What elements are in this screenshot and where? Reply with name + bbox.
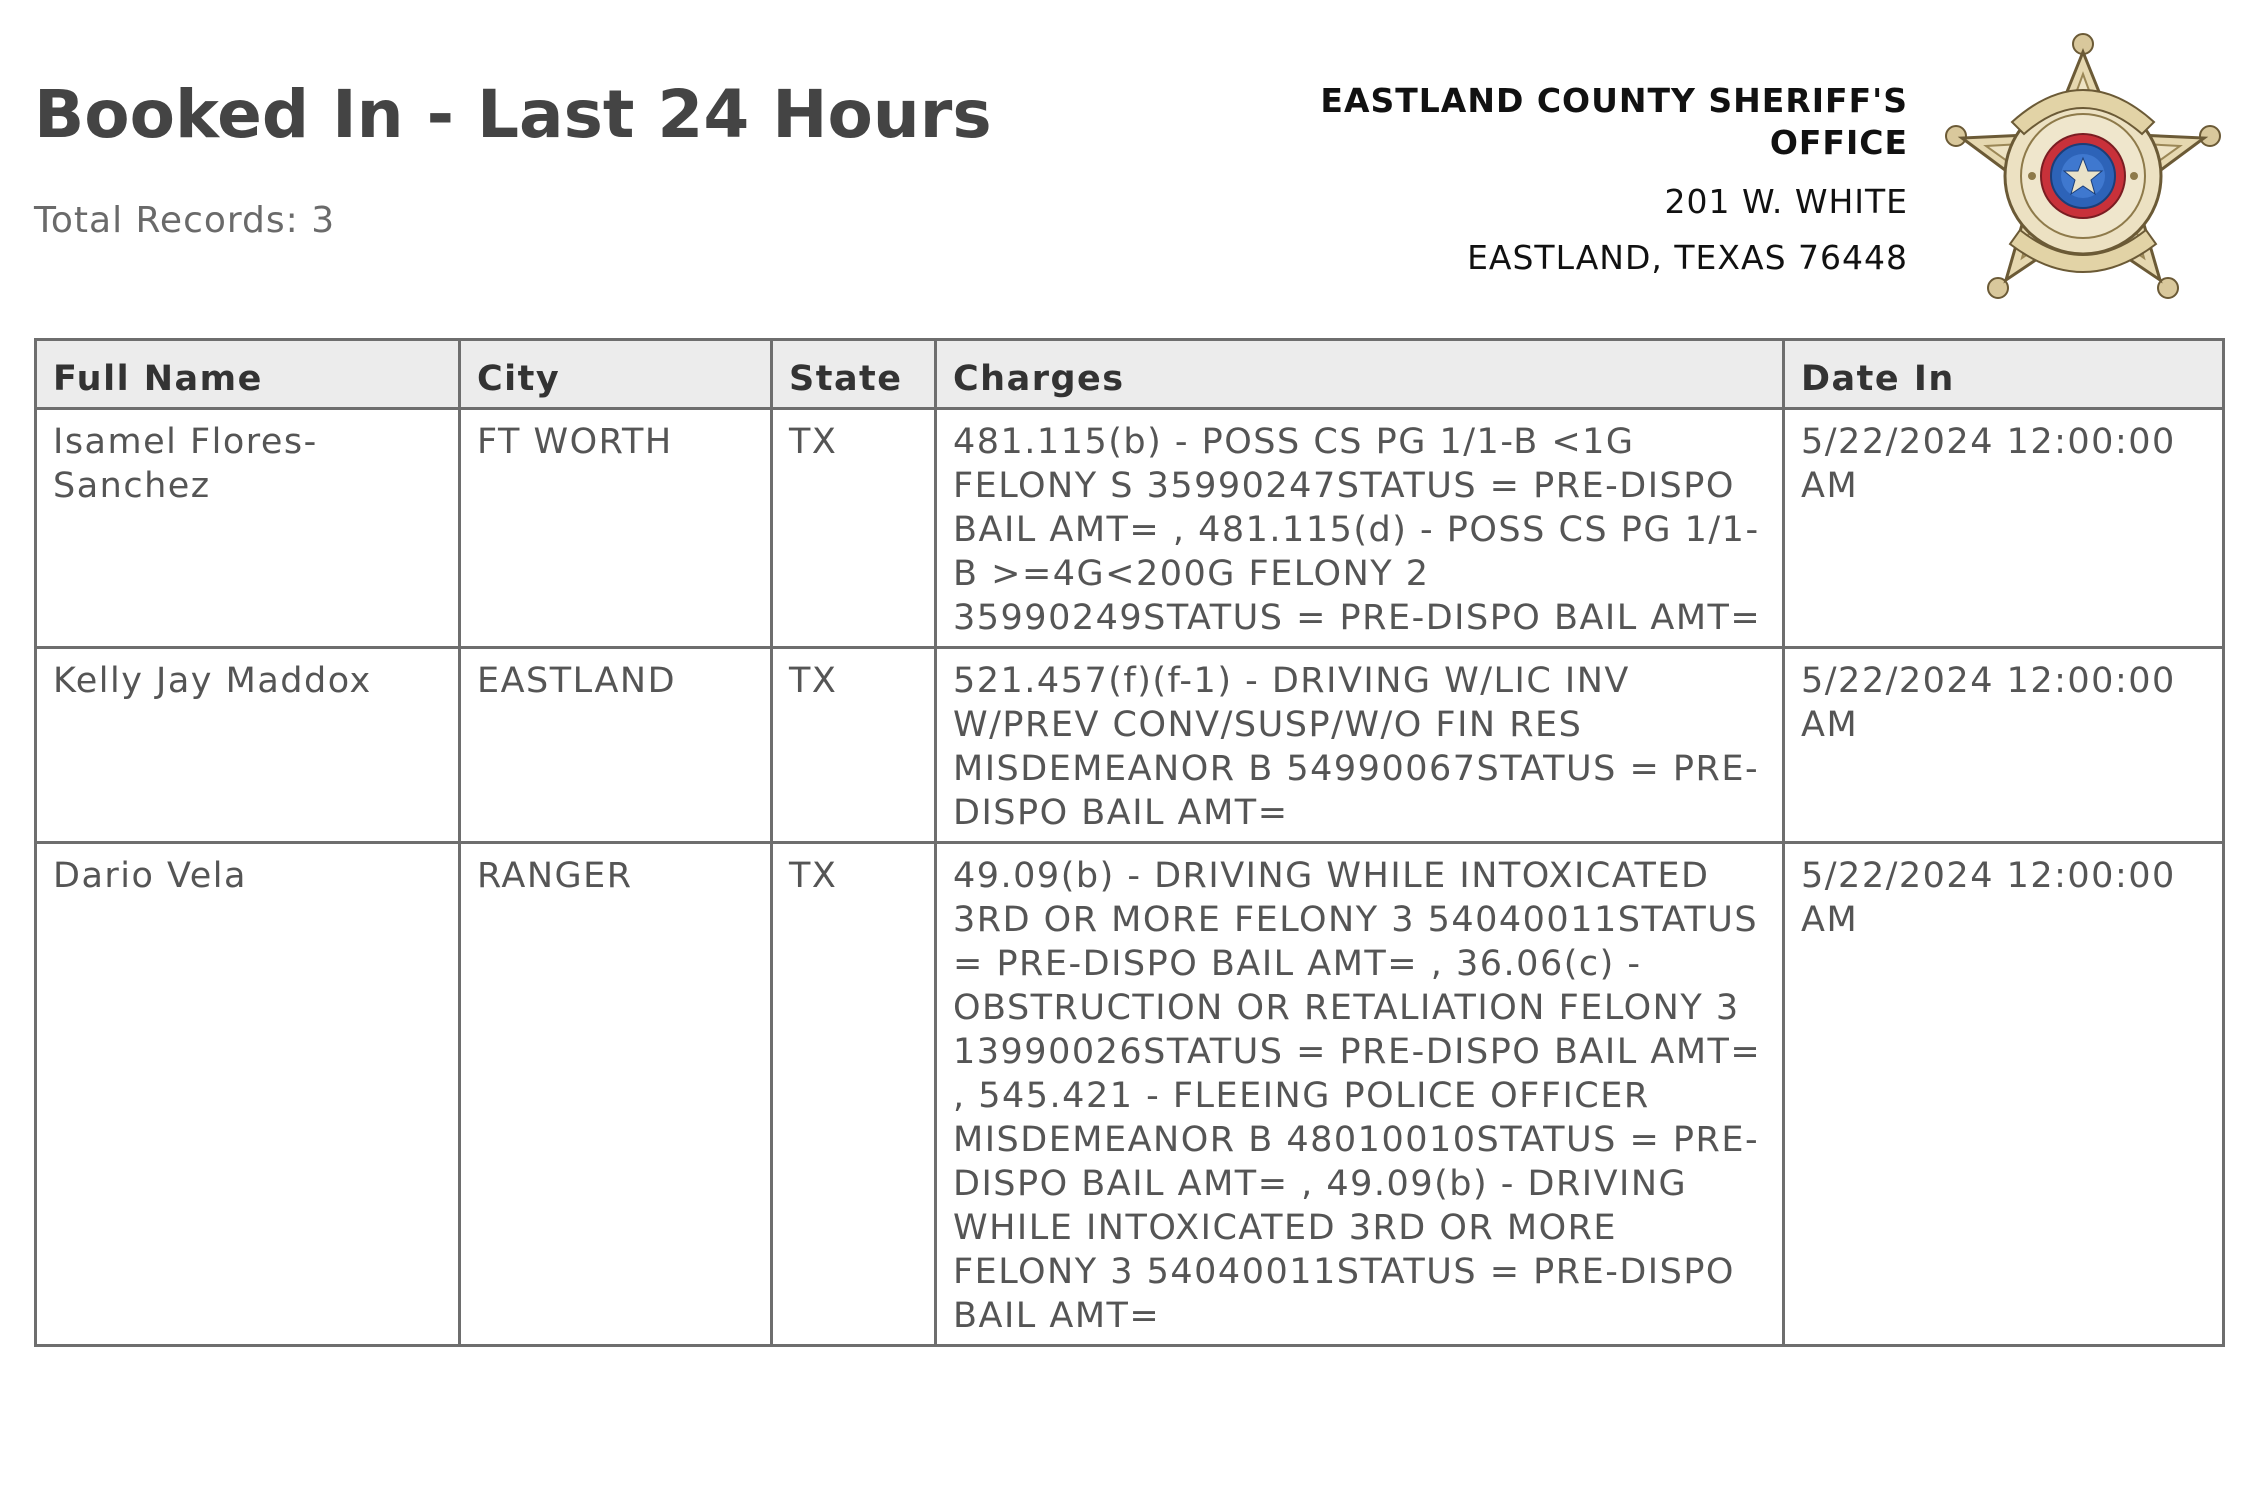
- column-header-full-name: Full Name: [36, 340, 460, 409]
- office-name: EASTLAND COUNTY SHERIFF'S OFFICE: [1320, 81, 1908, 162]
- sheriff-star-badge-icon: [1940, 30, 2226, 306]
- page-title: Booked In - Last 24 Hours: [34, 76, 992, 153]
- table-row: [36, 409, 2224, 648]
- total-records: Total Records: 3: [34, 200, 336, 241]
- cell-state: TX: [772, 843, 936, 1346]
- cell-full-name: Dario Vela: [36, 843, 460, 1346]
- office-info: [1268, 80, 1908, 286]
- cell-state: TX: [772, 409, 936, 648]
- cell-city: RANGER: [460, 843, 772, 1346]
- cell-date-in: 5/22/2024 12:00:00 AM: [1784, 409, 2224, 648]
- booking-records-table: [34, 338, 2225, 1347]
- cell-state: TX: [772, 648, 936, 843]
- table-row: [36, 843, 2224, 1346]
- column-header-charges: Charges: [936, 340, 1784, 409]
- cell-city: EASTLAND: [460, 648, 772, 843]
- office-address-street: 201 W. WHITE: [1664, 182, 1908, 221]
- cell-date-in: 5/22/2024 12:00:00 AM: [1784, 648, 2224, 843]
- cell-city: FT WORTH: [460, 409, 772, 648]
- cell-date-in: 5/22/2024 12:00:00 AM: [1784, 843, 2224, 1346]
- table-header-row: [36, 340, 2224, 409]
- column-header-date-in: Date In: [1784, 340, 2224, 409]
- cell-charges: 49.09(b) - DRIVING WHILE INTOXICATED 3RD OR MORE FELONY 3 54040011STATUS = PRE-DISPO BAIL AMT= , 36.06(c) - OBSTRUCTION OR RETALIATION FELONY 3 13990026STATUS = PRE-DISPO BAIL AMT= , 545.421 - FLEEING POLICE OFFICER MISDEMEANOR B 48010010STATUS = PRE-DISPO BAIL AMT= , 49.09(b) - DRIVING WHILE INTOXICATED 3RD OR MORE FELONY 3 54040011STATUS = PRE-DISPO BAIL AMT=: [936, 843, 1784, 1346]
- table-row: [36, 648, 2224, 843]
- cell-full-name: Kelly Jay Maddox: [36, 648, 460, 843]
- cell-charges: 481.115(b) - POSS CS PG 1/1-B <1G FELONY S 35990247STATUS = PRE-DISPO BAIL AMT= , 481.115(d) - POSS CS PG 1/1-B >=4G<200G FELONY 2 35990249STATUS = PRE-DISPO BAIL AMT=: [936, 409, 1784, 648]
- cell-charges: 521.457(f)(f-1) - DRIVING W/LIC INV W/PREV CONV/SUSP/W/O FIN RES MISDEMEANOR B 54990067STATUS = PRE-DISPO BAIL AMT=: [936, 648, 1784, 843]
- column-header-state: State: [772, 340, 936, 409]
- office-address-city: EASTLAND, TEXAS 76448: [1467, 238, 1908, 277]
- column-header-city: City: [460, 340, 772, 409]
- cell-full-name: Isamel Flores-Sanchez: [36, 409, 460, 648]
